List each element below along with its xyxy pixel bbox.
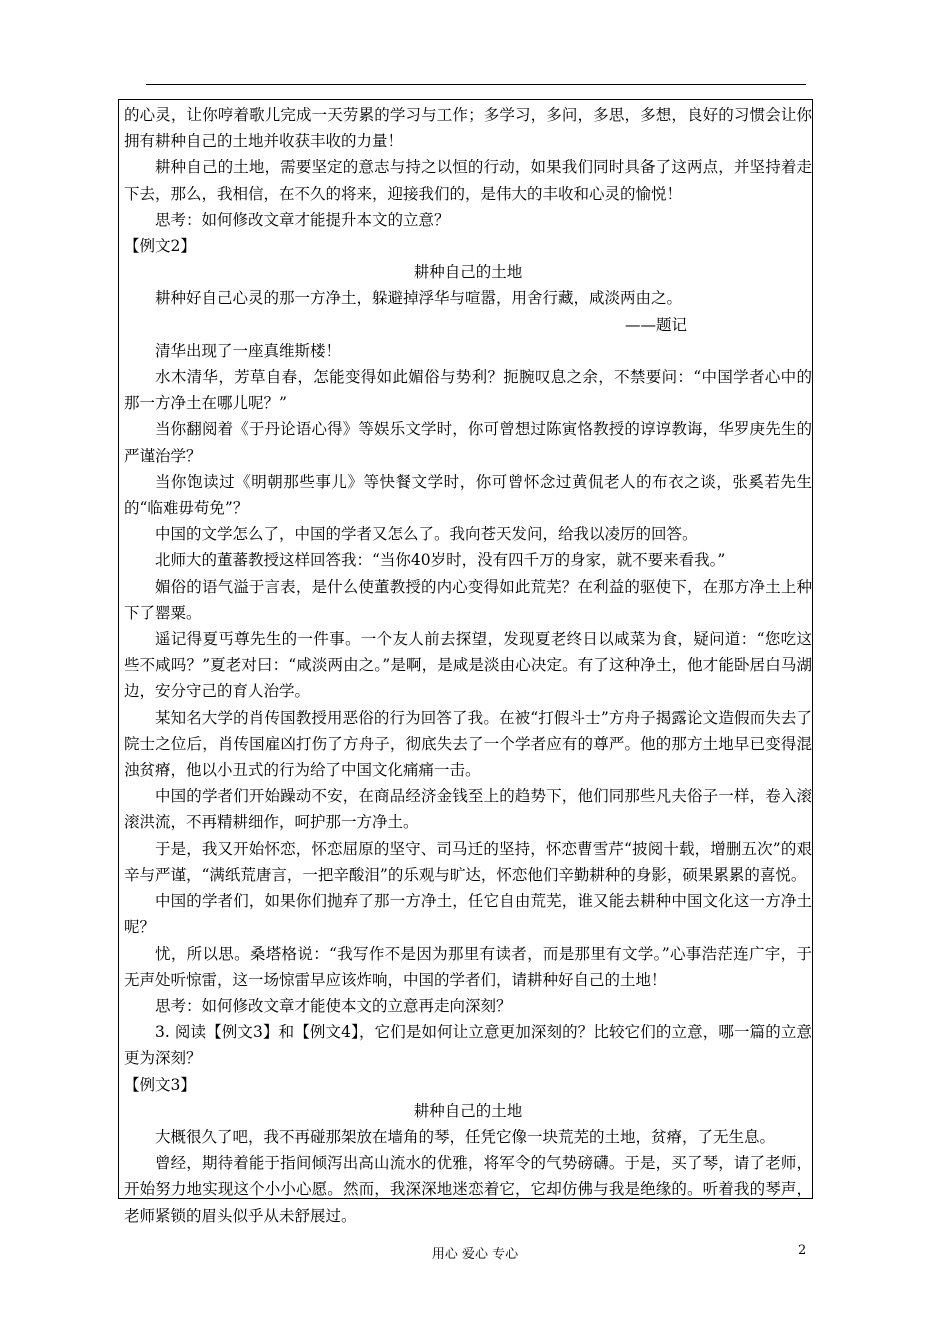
paragraph: 曾经，期待着能于指间倾泻出高山流水的优雅，将军令的气势磅礴。于是，买了琴，请了老师，开始努力地实现这个小小心愿。然而，我深深地迷恋着它，它却仿佛与我是绝缘的。听着我的琴声，老师紧锁的眉头似乎从未舒展过。 xyxy=(124,1154,812,1225)
paragraph: 中国的学者们，如果你们抛弃了那一方净土，任它自由荒芜，谁又能去耕种中国文化这一方净土呢？ xyxy=(124,892,812,937)
paragraph: 当你饱读过《明朝那些事儿》等快餐文学时，你可曾怀念过黄侃老人的布衣之谈，张奚若先生的“临难毋苟免”？ xyxy=(124,472,812,518)
paragraph: 中国的学者们开始躁动不安，在商品经济金钱至上的趋势下，他们同那些凡夫俗子一样，卷入滚滚洪流，不再精耕细作，呵护那一方净土。 xyxy=(124,787,812,832)
header-rule xyxy=(146,84,806,85)
question: 思考：如何修改文章才能提升本文的立意？ xyxy=(155,210,450,229)
epigraph: 耕种好自己心灵的那一方净土，躲避掉浮华与喧嚣，用舍行藏，咸淡两由之。 xyxy=(155,289,683,308)
paragraph: 当你翻阅着《于丹论语心得》等娱乐文学时，你可曾想过陈寅恪教授的谆谆教诲，华罗庚先生的严谨治学？ xyxy=(124,420,812,465)
essay-title: 耕种自己的土地 xyxy=(413,263,523,282)
paragraph: 大概很久了吧，我不再碰那架放在墙角的琴，任凭它像一块荒芜的土地，贫瘠，了无生息。 xyxy=(155,1127,776,1146)
paragraph: 遥记得夏丐尊先生的一件事。一个友人前去探望，发现夏老终日以咸菜为食，疑问道：“您吃这些不咸吗？”夏老对曰：“咸淡两由之。”是啊，是咸是淡由心决定。有了这种净土，他才能卧居白马湖边，安分守己的育人治学。 xyxy=(124,630,812,701)
document-body xyxy=(124,102,812,1229)
footer-slogan: 用心 爱心 专心 xyxy=(431,1247,519,1262)
question: 3. 阅读【例文3】和【例文4】，它们是如何让立意更加深刻的？比较它们的立意，哪一篇的立意更为深刻？ xyxy=(124,1023,812,1068)
paragraph: 耕种自己的土地，需要坚定的意志与持之以恒的行动，如果我们同时具备了这两点，并坚持着走下去，那么，我相信，在不久的将来，迎接我们的，是伟大的丰收和心灵的愉悦！ xyxy=(124,158,812,203)
page-number: 2 xyxy=(798,1243,807,1258)
paragraph: 媚俗的语气溢于言表，是什么使董教授的内心变得如此荒芜？在利益的驱使下，在那方净土上种下了罂粟。 xyxy=(124,577,812,622)
example-label: 【例文3】 xyxy=(124,1075,196,1094)
example-label: 【例文2】 xyxy=(124,237,196,256)
paragraph: 某知名大学的肖传国教授用恶俗的行为回答了我。在被“打假斗士”方舟子揭露论文造假而失去了院士之位后，肖传国雇凶打伤了方舟子，彻底失去了一个学者应有的尊严。他的那方土地早已变得混浊贫瘠，他以小丑式的行为给了中国文化痛痛一击。 xyxy=(124,708,812,780)
epigraph-attribution: ——题记 xyxy=(624,315,687,334)
paragraph: 忧，所以思。桑塔格说：“我写作不是因为那里有读者，而是那里有文学。”心事浩茫连广宇，于无声处听惊雷，这一场惊雷早应该炸响，中国的学者们，请耕种好自己的土地！ xyxy=(124,944,812,989)
paragraph: 于是，我又开始怀恋，怀恋屈原的坚守、司马迁的坚持，怀恋曹雪芹“披阅十载，增删五次”的艰辛与严谨，“满纸荒唐言，一把辛酸泪”的乐观与旷达，怀恋他们辛勤耕种的身影，硕果累累的喜悦。 xyxy=(124,839,812,884)
paragraph: 北师大的董蕃教授这样回答我：“当你40岁时，没有四千万的身家，就不要来看我。” xyxy=(155,551,726,570)
essay-title: 耕种自己的土地 xyxy=(413,1101,523,1120)
paragraph: 中国的文学怎么了，中国的学者又怎么了。我向苍天发问，给我以凌厉的回答。 xyxy=(155,525,698,544)
paragraph: 水木清华，芳草自春，怎能变得如此媚俗与势利？扼腕叹息之余，不禁要问：“中国学者心中的那一方净土在哪儿呢？” xyxy=(124,368,812,413)
paragraph: 的心灵，让你哼着歌儿完成一天劳累的学习与工作；多学习，多问，多思，多想，良好的习惯会让你拥有耕种自己的土地并收获丰收的力量！ xyxy=(124,106,812,151)
paragraph: 清华出现了一座真维斯楼！ xyxy=(155,341,342,360)
question: 思考：如何修改文章才能使本文的立意再走向深刻？ xyxy=(155,996,512,1015)
